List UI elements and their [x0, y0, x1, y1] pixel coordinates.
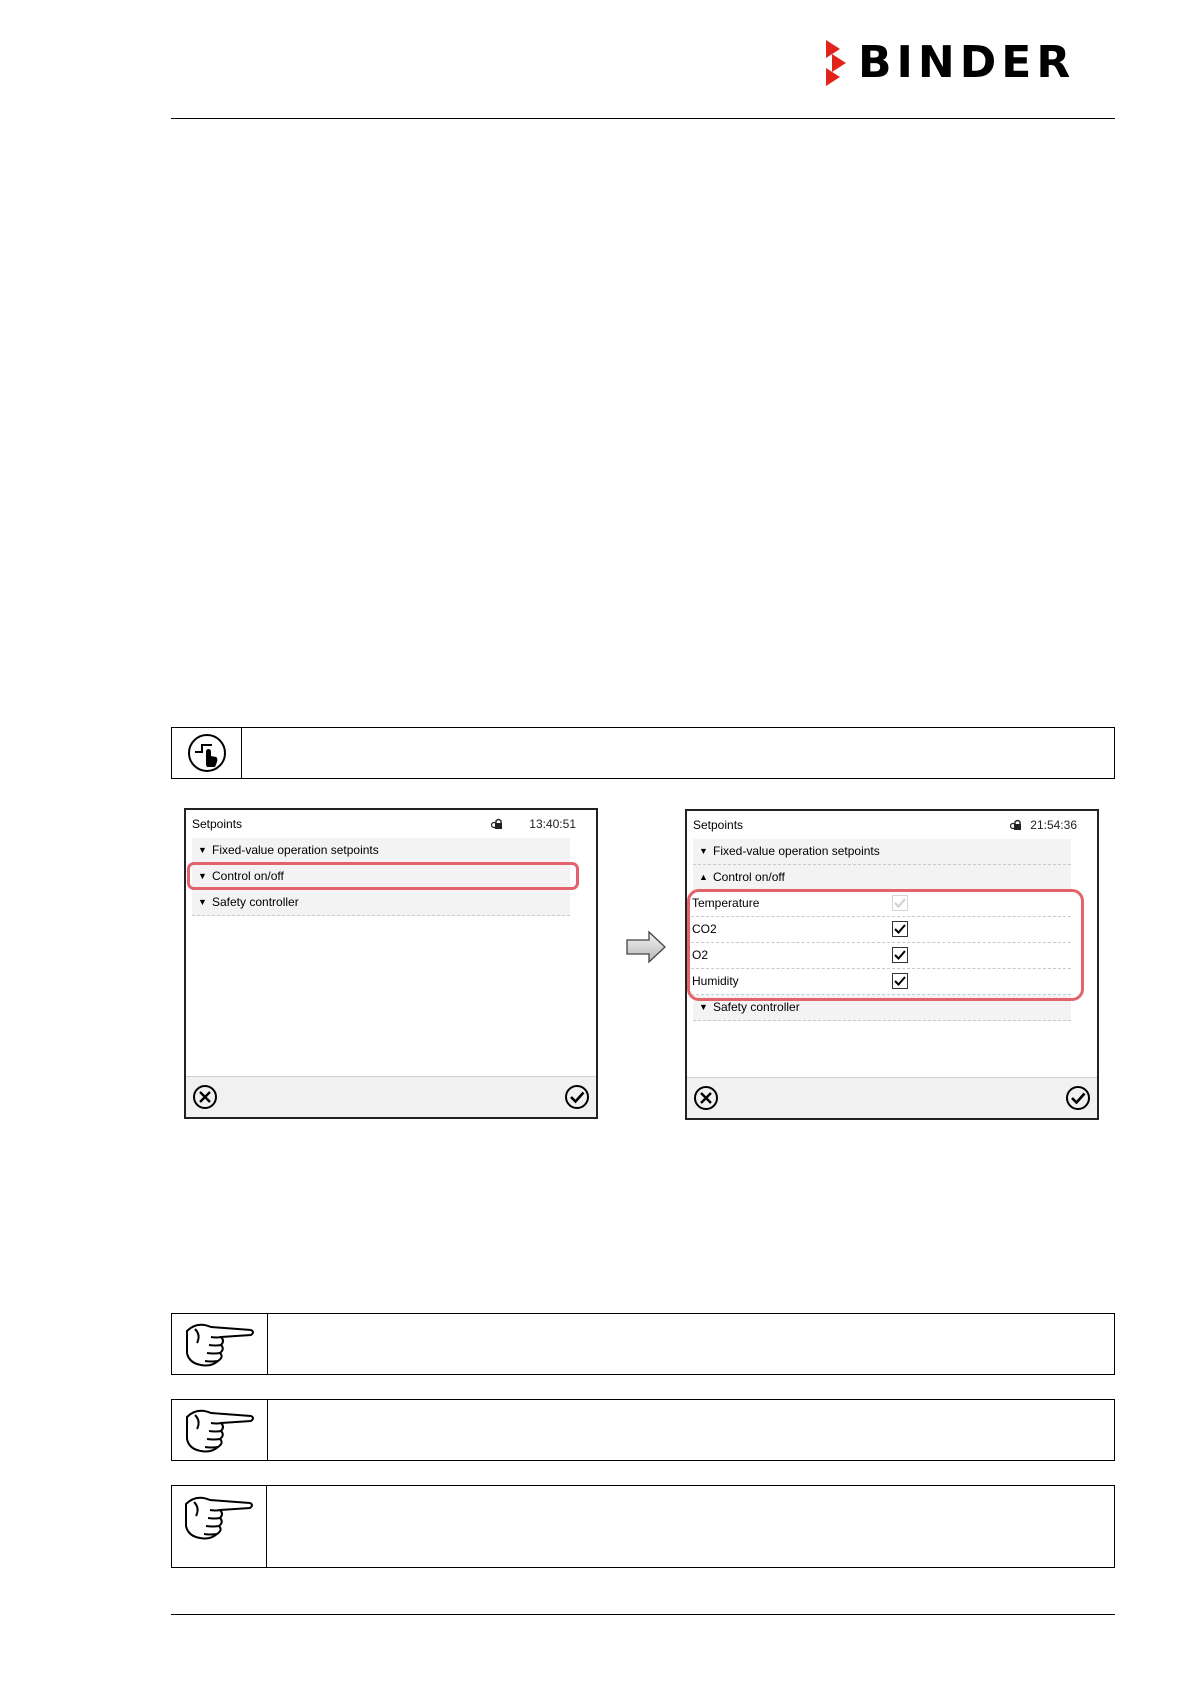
row-fixed-value-setpoints[interactable]	[192, 838, 570, 864]
highlight-frame	[187, 862, 579, 890]
note-icon-cell	[172, 1400, 268, 1460]
highlight-frame	[687, 889, 1084, 1001]
screen-body	[186, 838, 596, 1077]
note-box-1	[171, 1313, 1115, 1375]
row-safety-controller[interactable]	[192, 890, 570, 916]
cancel-icon[interactable]	[192, 1084, 218, 1110]
arrow-right-icon	[625, 930, 667, 964]
binder-logo	[826, 38, 1116, 88]
item-label: O2	[692, 948, 709, 962]
screen-time: 13:40:51	[529, 817, 576, 831]
screen-time: 21:54:36	[1030, 818, 1077, 832]
binder-logo-mark-icon	[826, 40, 848, 86]
note-icon-cell	[172, 1486, 267, 1567]
item-label: CO2	[692, 922, 717, 936]
pointing-hand-icon	[183, 1317, 257, 1371]
note-box-3	[171, 1485, 1115, 1568]
screen-header	[186, 810, 596, 839]
touch-instruction-box	[171, 727, 1115, 779]
expand-arrow-icon: ▼	[198, 871, 207, 881]
row-fixed-value-setpoints[interactable]	[693, 839, 1071, 865]
note-icon-cell	[172, 1314, 268, 1374]
screen-footer	[186, 1076, 596, 1117]
touch-instruction-text	[241, 728, 1114, 778]
expand-arrow-icon: ▼	[699, 1002, 708, 1012]
pointing-hand-icon	[182, 1490, 256, 1544]
confirm-icon[interactable]	[1065, 1085, 1091, 1111]
expand-arrow-icon: ▼	[198, 897, 207, 907]
expand-arrow-icon: ▼	[699, 846, 708, 856]
row-control-on-off[interactable]	[693, 865, 1071, 891]
row-label: Control on/off	[713, 870, 785, 884]
row-label: Fixed-value operation setpoints	[212, 843, 379, 857]
expand-arrow-icon: ▼	[198, 845, 207, 855]
setpoints-screen-before	[184, 808, 598, 1119]
screen-body	[687, 839, 1097, 1078]
note-box-2	[171, 1399, 1115, 1461]
row-label: Fixed-value operation setpoints	[713, 844, 880, 858]
row-label: Safety controller	[212, 895, 299, 909]
note-text-3	[267, 1486, 1114, 1567]
note-text-2	[267, 1400, 1114, 1460]
touch-icon-cell	[172, 728, 242, 778]
touch-icon	[186, 732, 228, 774]
header-rule	[171, 118, 1115, 119]
row-label: Safety controller	[713, 1000, 800, 1014]
cancel-icon[interactable]	[693, 1085, 719, 1111]
confirm-icon[interactable]	[564, 1084, 590, 1110]
lock-icon	[491, 818, 503, 830]
screen-header	[687, 811, 1097, 840]
screen-title: Setpoints	[693, 818, 744, 832]
item-label: Temperature	[692, 896, 760, 910]
pointing-hand-icon	[183, 1403, 257, 1457]
row-label: Control on/off	[212, 869, 284, 883]
item-label: Humidity	[692, 974, 739, 988]
lock-icon	[1010, 819, 1022, 831]
collapse-arrow-icon: ▲	[699, 872, 708, 882]
note-text-1	[267, 1314, 1114, 1374]
screen-title: Setpoints	[192, 817, 243, 831]
screen-footer	[687, 1077, 1097, 1118]
brand-name: BINDER	[858, 37, 1076, 88]
footer-rule	[171, 1614, 1115, 1615]
setpoints-screen-after	[685, 809, 1099, 1120]
